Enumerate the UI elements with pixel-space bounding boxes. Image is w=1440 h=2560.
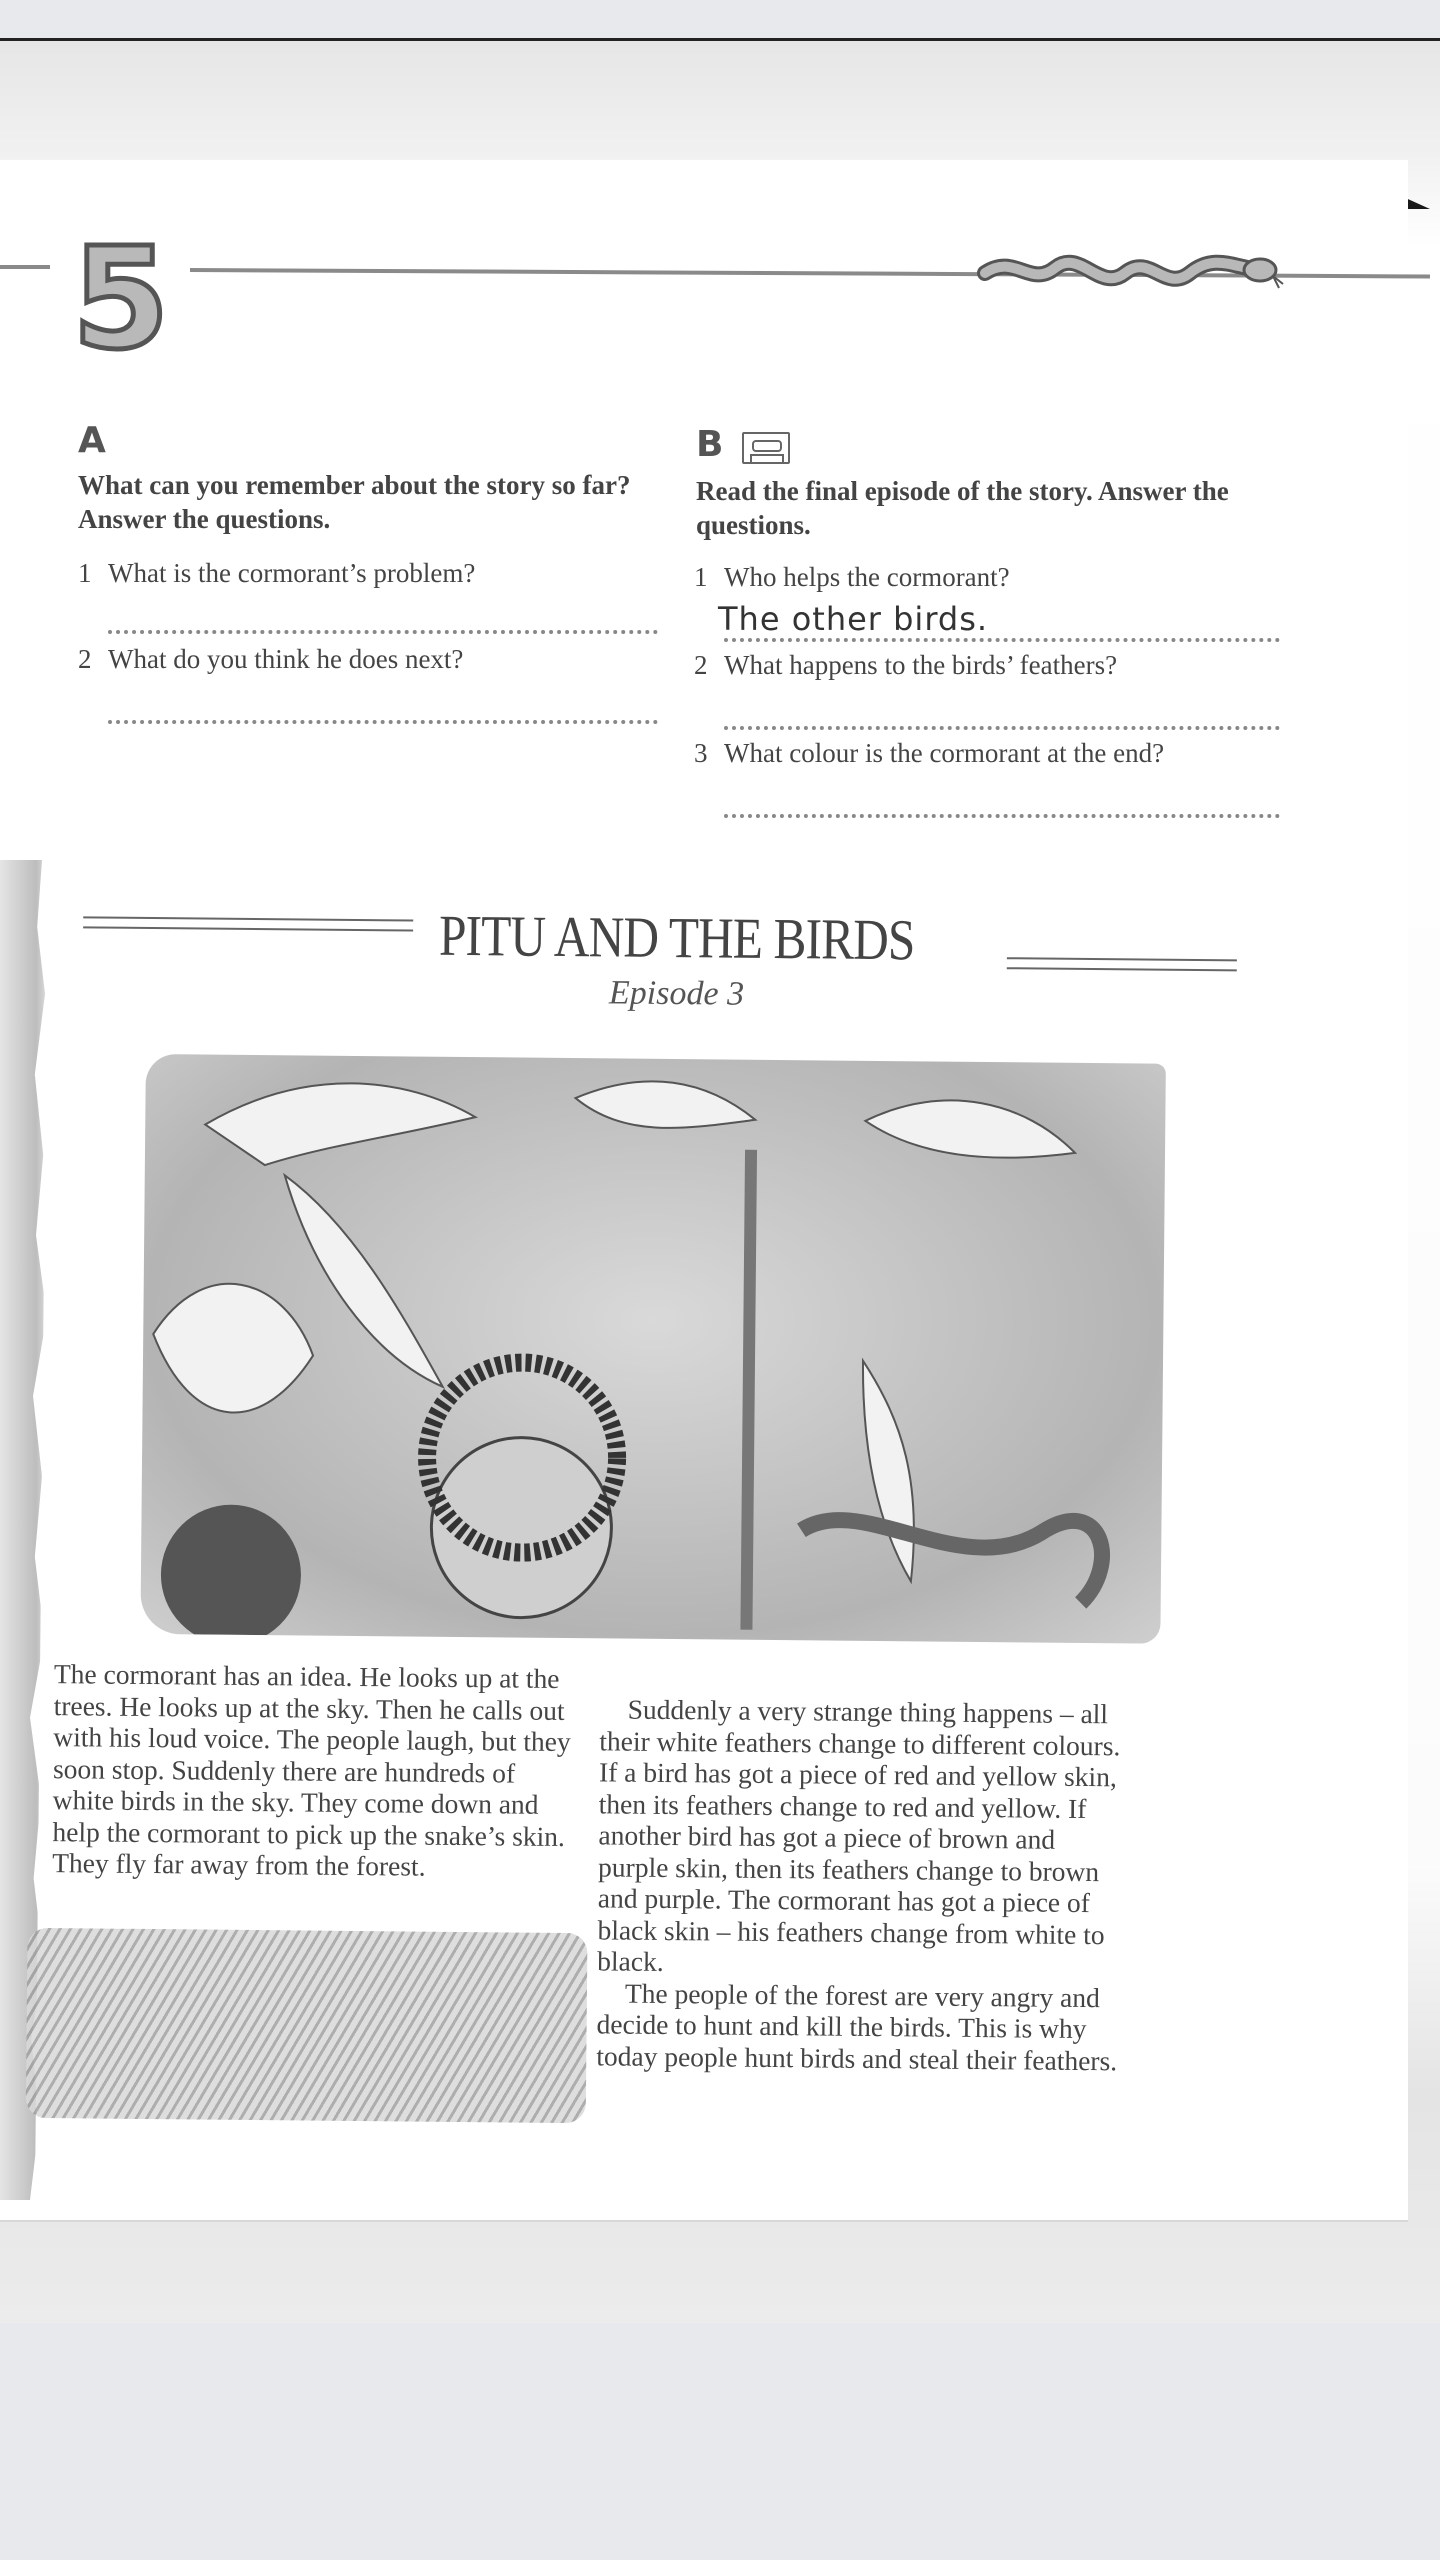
section-a-instruction: What can you remember about the story so far? Answer the questions. [78,470,631,534]
section-b-answer-3-line[interactable] [724,814,1280,818]
man-face-shape [431,1437,613,1619]
question-number: 2 [694,650,708,680]
question-text: What colour is the cormorant at the end? [724,738,1165,768]
question-text: What happens to the birds’ feathers? [724,650,1118,680]
story-episode: Episode 3 [608,974,745,1013]
bird-shape [205,1082,476,1167]
question-text: What do you think he does next? [108,644,464,674]
story-left-column [52,1658,574,1883]
cassette-icon [742,432,790,464]
story-paragraph: Suddenly a very strange thing happens – all their white feathers change to different colours. If a bird has got a piece of red and yellow skin, then its feathers change to red and yellow. If another bird has got a piece of brown and purple skin, then its feathers change to brown and purple. The cormorant has got a piece of black skin – his feathers change from white to black. [597,1693,1121,1977]
spear-shape [740,1150,757,1630]
child-head-shape [160,1504,301,1644]
question-text: Who helps the cormorant? [724,562,1010,592]
section-b-instruction: Read the final episode of the story. Answer the questions. [696,476,1229,540]
section-b-answer-2-line[interactable] [724,726,1280,730]
story-heading [76,898,1277,1019]
heron-shape [861,1361,916,1581]
snake-icon [975,248,1285,318]
story-paragraph: The people of the forest are very angry and decide to hunt and kill the birds. This is why today people hunt birds and steal their feathers. [596,1977,1118,2076]
illustration-sketch [140,1054,1166,1644]
header-rule-left [0,265,50,269]
story-title: PITU AND THE BIRDS [439,902,916,973]
story-clipping [35,838,1344,2210]
section-a-answer-2-line[interactable] [108,720,658,724]
section-b-question-1 [694,562,1010,593]
handwritten-answer-1[interactable]: The other birds. [718,600,989,638]
story-paragraph: The cormorant has an idea. He looks up at the trees. He looks up at the sky. Then he calls out with his loud voice. The people laugh, but they soon stop. Suddenly there are hundreds of white birds in the sky. They come down and help the cormorant to pick up the snake’s skin. They fly far away from the forest. [52,1658,571,1882]
snake-shape [801,1518,1103,1603]
bird-shape [865,1100,1076,1159]
story-right-column [596,1693,1130,2076]
pelican-shape [152,1283,313,1413]
section-a-question-1 [78,558,475,589]
unit-number: 5 [72,218,170,381]
birds-over-people-illustration [140,1054,1166,1644]
section-b-letter: B [696,424,724,465]
section-a-answer-1-line[interactable] [108,630,658,634]
question-number: 3 [694,738,708,768]
question-number: 1 [694,562,708,592]
question-number: 1 [78,558,92,588]
section-b-question-3 [694,738,1164,769]
section-a-question-2 [78,644,463,675]
bird-shape [575,1081,755,1129]
question-text: What is the cormorant’s problem? [108,558,476,588]
section-b-question-2 [694,650,1117,681]
section-b-answer-1-line[interactable] [724,638,1280,642]
question-number: 2 [78,644,92,674]
section-a-letter: A [78,420,106,461]
hummingbirds-forest-illustration [26,1928,588,2123]
